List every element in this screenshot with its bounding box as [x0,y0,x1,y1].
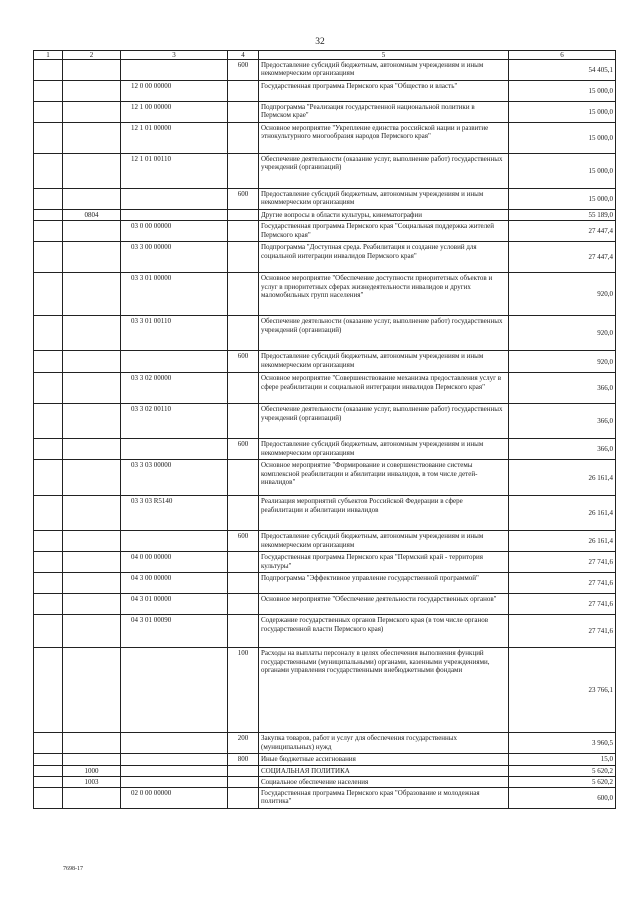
cell-target-code [121,754,228,765]
cell-section-code [63,573,121,594]
cell-expense-type [228,552,259,573]
cell-amount: 15,0 [509,754,616,765]
cell-name: Основное мероприятие "Совершенствование механизма предоставления услуг в сфере реабилитации и социальной интеграции инвалидов Пермского края" [259,373,509,404]
column-header: 3 [121,51,228,60]
cell-target-code: 03 3 03 R5140 [121,496,228,531]
cell-expense-type [228,615,259,648]
cell-expense-type: 600 [228,189,259,210]
cell-target-code: 12 0 00 00000 [121,81,228,102]
cell-amount: 55 189,0 [509,210,616,221]
cell-section-code [63,594,121,615]
cell-section-code: 1000 [63,765,121,776]
cell-name: Реализация мероприятий субъектов Российской Федерации в сфере реабилитации и абилитации инвалидов [259,496,509,531]
cell-expense-type [228,594,259,615]
cell-expense-type [228,496,259,531]
cell-section-code [63,531,121,552]
table-row [34,273,616,316]
table-row [34,221,616,242]
cell-expense-type [228,776,259,787]
cell-name: Предоставление субсидий бюджетным, автономным учреждениям и иным некоммерческим организациям [259,351,509,373]
cell-section-code [63,189,121,210]
cell-section-code [63,373,121,404]
cell-col1 [34,102,63,123]
table-row [34,552,616,573]
cell-name: Предоставление субсидий бюджетным, автономным учреждениям и иным некоммерческим организациям [259,60,509,81]
cell-section-code [63,496,121,531]
cell-col1 [34,242,63,273]
table-row [34,123,616,154]
table-row [34,573,616,594]
cell-section-code [63,439,121,460]
cell-name: Основное мероприятие "Укрепление единства российской нации и развитие этнокультурного многообразия народов Пермского края" [259,123,509,154]
cell-name: Социальное обеспечение населения [259,776,509,787]
cell-amount: 15 000,0 [509,123,616,154]
cell-amount: 15 000,0 [509,154,616,189]
table-row [34,439,616,460]
cell-col1 [34,210,63,221]
cell-name: СОЦИАЛЬНАЯ ПОЛИТИКА [259,765,509,776]
cell-section-code [63,154,121,189]
cell-amount: 27 447,4 [509,221,616,242]
cell-col1 [34,316,63,351]
cell-section-code [63,81,121,102]
cell-col1 [34,273,63,316]
cell-target-code [121,189,228,210]
cell-amount: 27 741,6 [509,573,616,594]
cell-col1 [34,351,63,373]
cell-expense-type: 600 [228,351,259,373]
cell-expense-type [228,404,259,439]
cell-target-code: 03 0 00 00000 [121,221,228,242]
cell-name: Основное мероприятие "Формирование и совершенствование системы комплексной реабилитации и абилитации инвалидов, в том числе детей-инвалидов" [259,460,509,496]
table-row [34,373,616,404]
cell-target-code: 03 3 00 00000 [121,242,228,273]
cell-target-code [121,776,228,787]
cell-name: Иные бюджетные ассигнования [259,754,509,765]
cell-amount: 54 405,1 [509,60,616,81]
table-row [34,242,616,273]
cell-expense-type [228,154,259,189]
cell-name: Обеспечение деятельности (оказание услуг, выполнение работ) государственных учреждений (организаций) [259,154,509,189]
cell-col1 [34,765,63,776]
cell-section-code [63,273,121,316]
table-row [34,733,616,754]
cell-expense-type [228,765,259,776]
column-header: 5 [259,51,509,60]
cell-section-code [63,351,121,373]
cell-name: Закупка товаров, работ и услуг для обеспечения государственных (муниципальных) нужд [259,733,509,754]
cell-expense-type [228,123,259,154]
cell-name: Подпрограмма "Реализация государственной национальной политики в Пермском крае" [259,102,509,123]
cell-expense-type [228,221,259,242]
cell-section-code [63,404,121,439]
cell-section-code [63,242,121,273]
cell-name: Обеспечение деятельности (оказание услуг, выполнение работ) государственных учреждений (организаций) [259,404,509,439]
budget-table [33,50,616,809]
cell-col1 [34,496,63,531]
cell-name: Обеспечение деятельности (оказание услуг, выполнение работ) государственных учреждений (организаций) [259,316,509,351]
document-code: 7698-17 [63,866,83,872]
cell-expense-type: 600 [228,60,259,81]
cell-col1 [34,373,63,404]
cell-expense-type: 200 [228,733,259,754]
cell-section-code [63,788,121,809]
cell-amount: 26 161,4 [509,496,616,531]
cell-section-code: 1003 [63,776,121,787]
cell-amount: 15 000,0 [509,81,616,102]
cell-col1 [34,594,63,615]
cell-col1 [34,552,63,573]
cell-amount: 5 620,2 [509,765,616,776]
cell-target-code: 12 1 01 00110 [121,154,228,189]
cell-target-code: 12 1 00 00000 [121,102,228,123]
cell-expense-type [228,273,259,316]
cell-target-code: 03 3 02 00110 [121,404,228,439]
cell-target-code: 04 3 01 00000 [121,594,228,615]
cell-section-code [63,123,121,154]
column-header: 4 [228,51,259,60]
cell-amount: 15 000,0 [509,102,616,123]
cell-target-code: 03 3 01 00000 [121,273,228,316]
cell-col1 [34,60,63,81]
table-row [34,404,616,439]
cell-section-code [63,648,121,733]
cell-amount: 26 161,4 [509,460,616,496]
cell-col1 [34,154,63,189]
table-row [34,460,616,496]
cell-name: Государственная программа Пермского края "Образование и молодежная политика" [259,788,509,809]
cell-amount: 366,0 [509,404,616,439]
cell-col1 [34,733,63,754]
cell-col1 [34,221,63,242]
cell-target-code [121,210,228,221]
table-row [34,776,616,787]
cell-name: Государственная программа Пермского края "Пермский край - территория культуры" [259,552,509,573]
cell-expense-type [228,316,259,351]
table-row [34,754,616,765]
cell-target-code: 04 3 01 00090 [121,615,228,648]
table-row [34,531,616,552]
cell-expense-type: 600 [228,531,259,552]
cell-expense-type [228,81,259,102]
cell-amount: 27 741,6 [509,552,616,573]
cell-section-code [63,102,121,123]
cell-amount: 600,0 [509,788,616,809]
cell-amount: 15 000,0 [509,189,616,210]
cell-target-code: 03 3 02 00000 [121,373,228,404]
table-row [34,210,616,221]
cell-expense-type: 600 [228,439,259,460]
cell-target-code [121,60,228,81]
cell-amount: 27 741,6 [509,594,616,615]
cell-expense-type [228,788,259,809]
cell-expense-type [228,102,259,123]
cell-target-code [121,439,228,460]
cell-expense-type [228,210,259,221]
cell-name: Предоставление субсидий бюджетным, автономным учреждениям и иным некоммерческим организациям [259,531,509,552]
table-row [34,765,616,776]
cell-section-code [63,615,121,648]
cell-name: Государственная программа Пермского края "Общество и власть" [259,81,509,102]
cell-section-code: 0804 [63,210,121,221]
cell-section-code [63,221,121,242]
cell-name: Предоставление субсидий бюджетным, автономным учреждениям и иным некоммерческим организациям [259,439,509,460]
cell-expense-type [228,242,259,273]
cell-target-code: 03 3 01 00110 [121,316,228,351]
cell-amount: 26 161,4 [509,531,616,552]
cell-target-code [121,648,228,733]
cell-amount: 920,0 [509,273,616,316]
cell-col1 [34,754,63,765]
cell-amount: 366,0 [509,439,616,460]
cell-name: Государственная программа Пермского края "Социальная поддержка жителей Пермского края" [259,221,509,242]
page-number: 32 [315,37,325,47]
cell-name: Основное мероприятие "Обеспечение доступности приоритетных объектов и услуг в приоритетных сферах жизнедеятельности инвалидов и других маломобильных групп населения" [259,273,509,316]
cell-amount: 5 620,2 [509,776,616,787]
table-row [34,594,616,615]
table-row [34,648,616,733]
cell-expense-type [228,460,259,496]
cell-expense-type: 800 [228,754,259,765]
table-row [34,60,616,81]
cell-amount: 920,0 [509,316,616,351]
cell-col1 [34,189,63,210]
cell-col1 [34,788,63,809]
cell-target-code: 03 3 03 00000 [121,460,228,496]
column-header: 6 [509,51,616,60]
cell-amount: 366,0 [509,373,616,404]
cell-name: Основное мероприятие "Обеспечение деятельности государственных органов" [259,594,509,615]
table-row [34,351,616,373]
cell-col1 [34,404,63,439]
column-header: 1 [34,51,63,60]
table-row [34,102,616,123]
cell-col1 [34,615,63,648]
cell-col1 [34,776,63,787]
cell-col1 [34,573,63,594]
cell-col1 [34,439,63,460]
cell-target-code: 04 0 00 00000 [121,552,228,573]
cell-amount: 27 447,4 [509,242,616,273]
cell-section-code [63,552,121,573]
cell-col1 [34,531,63,552]
cell-target-code [121,531,228,552]
table-row [34,154,616,189]
cell-col1 [34,123,63,154]
cell-name: Подпрограмма "Доступная среда. Реабилитация и создание условий для социальной интеграции инвалидов Пермского края" [259,242,509,273]
cell-section-code [63,60,121,81]
table-row [34,189,616,210]
cell-name: Содержание государственных органов Пермского края (в том числе органов государственной власти Пермского края) [259,615,509,648]
cell-col1 [34,81,63,102]
cell-section-code [63,733,121,754]
cell-section-code [63,754,121,765]
cell-name: Другие вопросы в области культуры, кинематографии [259,210,509,221]
table-row [34,788,616,809]
cell-section-code [63,460,121,496]
cell-target-code: 12 1 01 00000 [121,123,228,154]
cell-col1 [34,460,63,496]
cell-name: Расходы на выплаты персоналу в целях обеспечения выполнения функций государственными (муниципальными) органами, казенными учреждениями, органами управления государственными внебюджетными фондами [259,648,509,733]
cell-amount: 23 766,1 [509,648,616,733]
cell-col1 [34,648,63,733]
table-header-row [34,51,616,60]
cell-name: Предоставление субсидий бюджетным, автономным учреждениям и иным некоммерческим организациям [259,189,509,210]
cell-amount: 920,0 [509,351,616,373]
table-row [34,615,616,648]
table-row [34,81,616,102]
cell-name: Подпрограмма "Эффективное управление государственной программой" [259,573,509,594]
cell-expense-type [228,573,259,594]
cell-expense-type: 100 [228,648,259,733]
column-header: 2 [63,51,121,60]
cell-target-code [121,351,228,373]
table-row [34,316,616,351]
cell-target-code: 02 0 00 00000 [121,788,228,809]
cell-amount: 27 741,6 [509,615,616,648]
table-row [34,496,616,531]
cell-amount: 3 960,5 [509,733,616,754]
cell-section-code [63,316,121,351]
cell-expense-type [228,373,259,404]
cell-target-code: 04 3 00 00000 [121,573,228,594]
cell-target-code [121,733,228,754]
cell-target-code [121,765,228,776]
